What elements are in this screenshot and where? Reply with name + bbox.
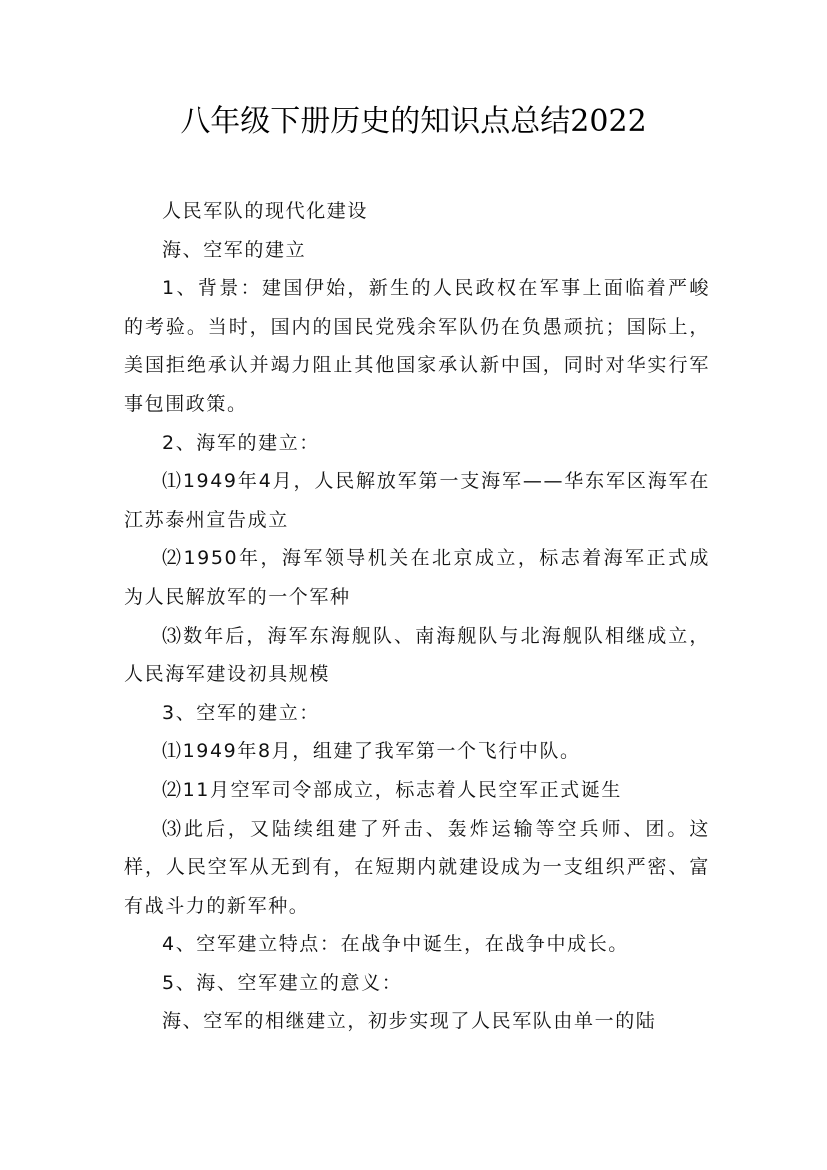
paragraph-subheading: 海、空军的建立 <box>162 238 307 261</box>
paragraph-airforce-item-3: ⑶此后，又陆续组建了歼击、轰炸运输等空兵师、团。这样，人民空军从无到有，在短期内就建设成为一支组织严密、富有战斗力的新军种。 <box>124 817 710 917</box>
paragraph-significance-text: 海、空军的相继建立，初步实现了人民军队由单一的陆 <box>162 1010 657 1033</box>
paragraph-navy-item-2: ⑵1950年，海军领导机关在北京成立，标志着海军正式成为人民解放军的一个军种 <box>124 547 710 608</box>
paragraph-section-heading: 人民军队的现代化建设 <box>162 200 369 222</box>
paragraph-navy-heading: 2、海军的建立： <box>162 431 320 454</box>
paragraph-airforce-item-1: ⑴1949年8月，组建了我军第一个飞行中队。 <box>162 740 581 763</box>
paragraph-navy-item-1: ⑴1949年4月，人民解放军第一支海军——华东军区海军在江苏泰州宣告成立 <box>124 470 710 531</box>
paragraph-navy-item-3: ⑶数年后，海军东海舰队、南海舰队与北海舰队相继成立，人民海军建设初具规模 <box>124 624 710 686</box>
paragraph-airforce-heading: 3、空军的建立： <box>162 701 320 724</box>
paragraph-airforce-features: 4、空军建立特点：在战争中诞生，在战争中成长。 <box>162 933 629 956</box>
paragraph-background: 1、背景：建国伊始，新生的人民政权在军事上面临着严峻的考验。当时，国内的国民党残余军队仍在负愚顽抗；国际上，美国拒绝承认并竭力阻止其他国家承认新中国，同时对华实行军事包围政策。 <box>124 277 710 415</box>
paragraph-airforce-item-2: ⑵11月空军司令部成立，标志着人民空军正式诞生 <box>162 778 622 801</box>
paragraph-significance-heading: 5、海、空军建立的意义： <box>162 971 403 994</box>
document-body <box>124 192 710 1041</box>
document-title: 八年级下册历史的知识点总结2022 <box>180 104 647 139</box>
